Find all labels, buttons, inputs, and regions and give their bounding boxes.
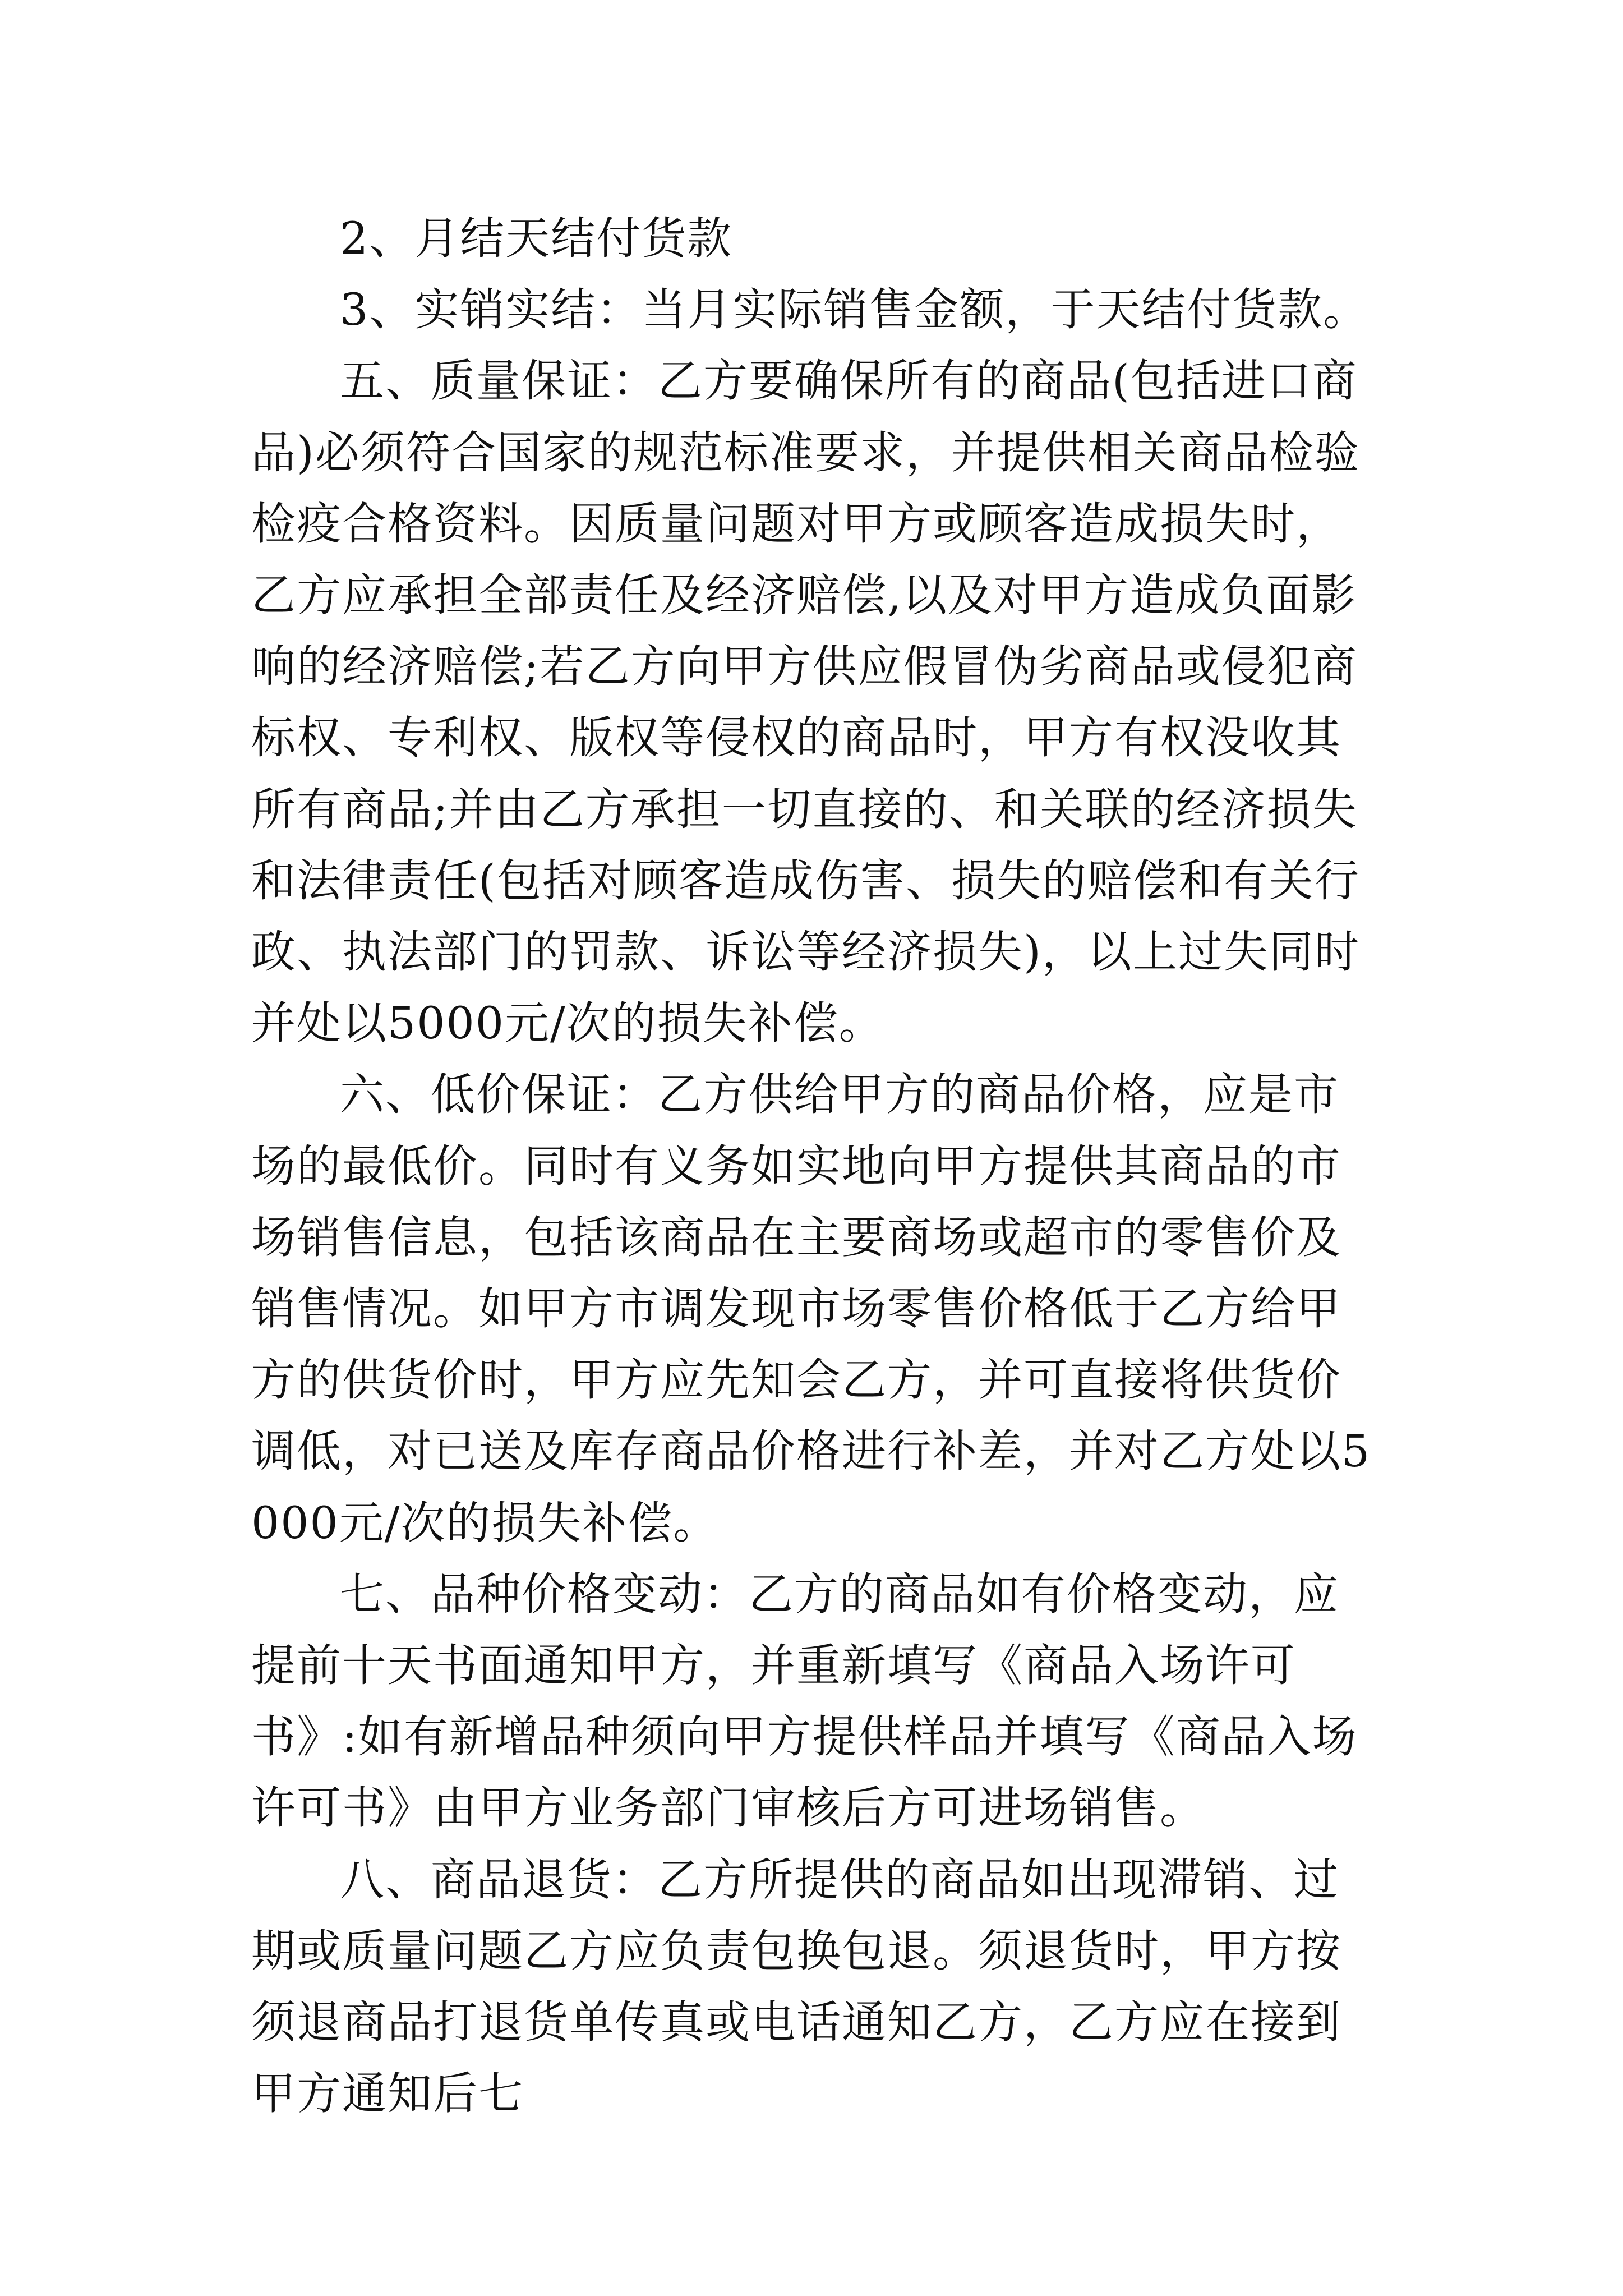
document-body [251, 203, 1378, 2129]
paragraph-price-change: 七、品种价格变动：乙方的商品如有价格变动，应提前十天书面通知甲方，并重新填写《商品入场许可书》:如有新增品种须向甲方提供样品并填写《商品入场许可书》由甲方业务部门审核后方可进场销售。 [251, 1568, 1358, 1834]
paragraph-quality-guarantee: 五、质量保证：乙方要确保所有的商品(包括进口商品)必须符合国家的规范标准要求，并提供相关商品检验检疫合格资料。因质量问题对甲方或顾客造成损失时，乙方应承担全部责任及经济赔偿,以及对甲方造成负面影响的经济赔偿;若乙方向甲方供应假冒伪劣商品或侵犯商标权、专利权、版权等侵权的商品时，甲方有权没收其所有商品;并由乙方承担一切直接的、和关联的经济损失和法律责任(包括对顾客造成伤害、损失的赔偿和有关行政、执法部门的罚款、诉讼等经济损失)，以上过失同时并处以5000元/次的损失补偿。 [251, 355, 1360, 1050]
paragraph-product-return: 八、商品退货：乙方所提供的商品如出现滞销、过期或质量问题乙方应负责包换包退。须退货时，甲方按须退商品打退货单传真或电话通知乙方，乙方应在接到甲方通知后七 [251, 1853, 1341, 2120]
paragraph-payment-method-2: 2、月结天结付货款 [340, 213, 733, 264]
paragraph-low-price-guarantee: 六、低价保证：乙方供给甲方的商品价格，应是市场的最低价。同时有义务如实地向甲方提供其商品的市场销售信息，包括该商品在主要商场或超市的零售价及销售情况。如甲方市调发现市场零售价格低于乙方给甲方的供货价时，甲方应先知会乙方，并可直接将供货价调低，对已送及库存商品价格进行补差，并对乙方处以5000元/次的损失补偿。 [251, 1069, 1371, 1549]
paragraph-payment-method-3: 3、实销实结：当月实际销售金额，于天结付货款。 [340, 284, 1369, 336]
